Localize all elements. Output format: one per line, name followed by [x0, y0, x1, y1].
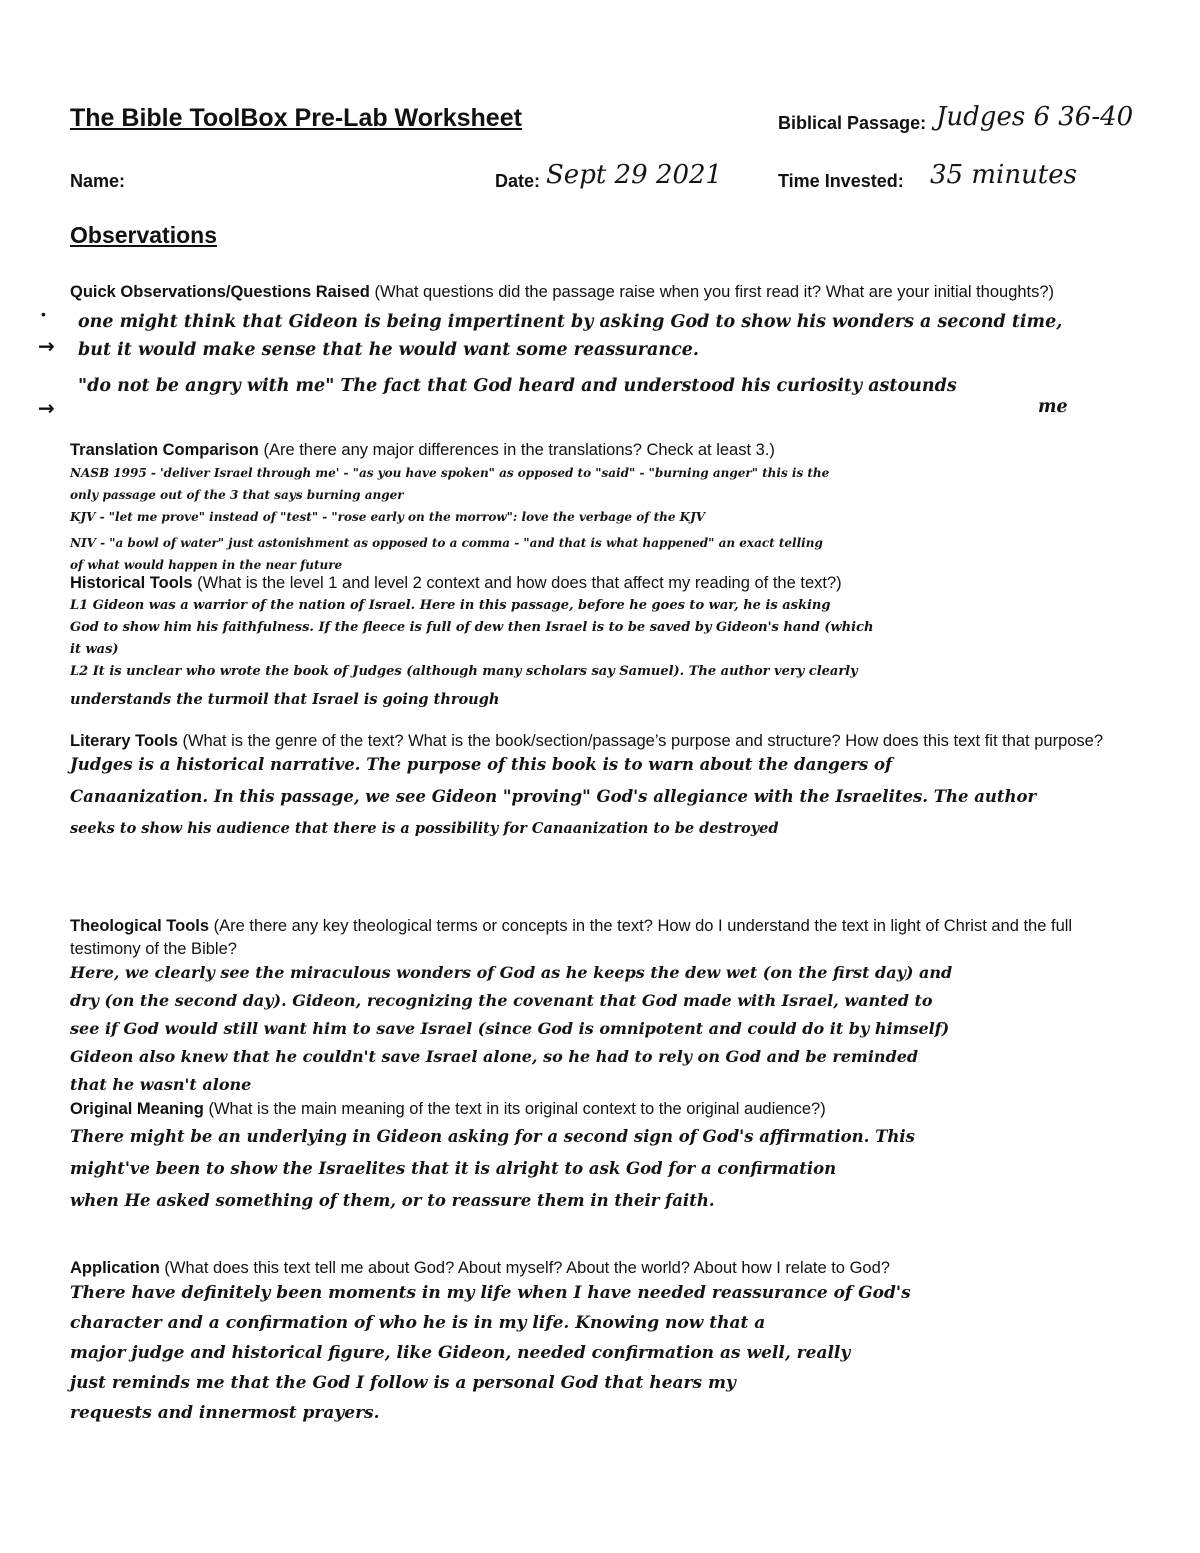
historical-tools-question: (What is the level 1 and level 2 context and how does that affect my reading of the text?)	[192, 574, 842, 592]
quick-observations-answer	[78, 308, 1130, 417]
arrow-icon: →	[38, 334, 55, 358]
answer-line: understands the turmoil that Israel is going through	[70, 691, 500, 708]
answer-line: see if God would still want him to save Israel (since God is omnipotent and could do it by himself)	[70, 1019, 950, 1038]
answer-line: NIV - "a bowl of water" just astonishment as opposed to a comma - "and that is what happened" an exact telling	[70, 536, 823, 550]
answer-line: There have definitely been moments in my life when I have needed reassurance of God's	[70, 1283, 911, 1303]
answer-line: L2 It is unclear who wrote the book of Judges (although many scholars say Samuel). The author very clearly	[70, 664, 858, 679]
answer-line: "do not be angry with me" The fact that God heard and understood his curiosity astounds	[78, 376, 957, 396]
answer-line: character and a confirmation of who he is in my life. Knowing now that a	[70, 1313, 766, 1333]
literary-tools-question: (What is the genre of the text? What is the book/section/passage’s purpose and structure? How does this text fit that purpose?	[177, 732, 1104, 750]
theological-tools-section	[70, 915, 1130, 1099]
theological-tools-label: Theological Tools	[70, 917, 210, 935]
bullet-mark: •	[41, 306, 46, 322]
answer-line: NASB 1995 - 'deliver Israel through me' - "as you have spoken" as opposed to "said" - "burning anger" this is the	[70, 466, 830, 480]
application-section	[70, 1257, 1130, 1428]
theological-tools-answer	[70, 959, 1130, 1099]
translation-comparison-section	[70, 439, 1130, 576]
application-label: Application	[70, 1259, 160, 1277]
literary-tools-label: Literary Tools	[70, 732, 178, 750]
theological-tools-question: (Are there any key theological terms or concepts in the text? How do I understand the text in light of Christ and the full testimony of the Bible?	[70, 917, 1073, 958]
worksheet-title: The Bible ToolBox Pre-Lab Worksheet	[70, 104, 522, 132]
translation-comparison-answer	[70, 462, 1130, 576]
original-meaning-section	[70, 1098, 1130, 1217]
historical-tools-answer	[70, 595, 1130, 711]
time-invested-value: 35 minutes	[930, 160, 1077, 190]
answer-line: Judges is a historical narrative. The purpose of this book is to warn about the dangers of	[70, 755, 893, 774]
historical-tools-label: Historical Tools	[70, 574, 193, 592]
date-label: Date:	[495, 171, 541, 191]
answer-line: me	[1038, 397, 1068, 417]
original-meaning-prompt	[70, 1098, 1130, 1121]
answer-line: of what would happen in the near future	[70, 558, 343, 572]
original-meaning-question: (What is the main meaning of the text in its original context to the original audience?)	[203, 1100, 826, 1118]
quick-observations-prompt	[70, 281, 1130, 304]
answer-line: There might be an underlying in Gideon asking for a second sign of God's affirmation. This	[70, 1127, 915, 1146]
translation-comparison-prompt	[70, 439, 1130, 462]
historical-tools-prompt	[70, 572, 1130, 595]
answer-line: Here, we clearly see the miraculous wonders of God as he keeps the dew wet (on the first day) and	[70, 963, 953, 982]
translation-comparison-label: Translation Comparison	[70, 441, 259, 459]
quick-observations-label: Quick Observations/Questions Raised	[70, 283, 370, 301]
passage-value: Judges 6 36-40	[936, 102, 1134, 132]
date-value: Sept 29 2021	[546, 160, 723, 190]
translation-comparison-question: (Are there any major differences in the translations? Check at least 3.)	[258, 441, 775, 459]
answer-line: that he wasn't alone	[70, 1075, 252, 1094]
answer-line: major judge and historical figure, like Gideon, needed confirmation as well, really	[70, 1343, 851, 1363]
answer-line: L1 Gideon was a warrior of the nation of Israel. Here in this passage, before he goes to war, he is asking	[70, 598, 831, 613]
application-question: (What does this text tell me about God? About myself? About the world? About how I relate to God?	[159, 1259, 890, 1277]
application-prompt	[70, 1257, 1130, 1280]
answer-line: dry (on the second day). Gideon, recognizing the covenant that God made with Israel, wanted to	[70, 991, 933, 1010]
answer-line: God to show him his faithfulness. If the fleece is full of dew then Israel is to be saved by Gideon's hand (which	[70, 620, 874, 635]
original-meaning-answer	[70, 1121, 1130, 1217]
answer-line: it was)	[70, 642, 119, 657]
observations-heading: Observations	[70, 222, 217, 248]
answer-line: just reminds me that the God I follow is a personal God that hears my	[70, 1373, 736, 1393]
time-invested-label: Time Invested:	[778, 171, 904, 191]
historical-tools-section	[70, 572, 1130, 711]
answer-line: KJV - "let me prove" instead of "test" - "rose early on the morrow": love the verbage of the KJV	[70, 510, 706, 524]
quick-observations-section	[70, 281, 1130, 417]
answer-line: Canaanization. In this passage, we see Gideon "proving" God's allegiance with the Israelites. The author	[70, 787, 1037, 806]
literary-tools-answer	[70, 749, 1130, 845]
passage-label: Biblical Passage:	[778, 113, 927, 133]
theological-tools-prompt	[70, 915, 1130, 961]
answer-line: when He asked something of them, or to reassure them in their faith.	[70, 1191, 715, 1210]
answer-line: requests and innermost prayers.	[70, 1403, 380, 1423]
answer-line: but it would make sense that he would want some reassurance.	[78, 340, 699, 360]
literary-tools-section	[70, 730, 1130, 845]
answer-line: only passage out of the 3 that says burning anger	[70, 488, 404, 502]
arrow-icon: →	[38, 396, 55, 420]
answer-line: seeks to show his audience that there is a possibility for Canaanization to be destroyed	[70, 820, 779, 837]
name-label: Name:	[70, 171, 126, 191]
answer-line: might've been to show the Israelites that it is alright to ask God for a confirmation	[70, 1159, 837, 1178]
answer-line: Gideon also knew that he couldn't save Israel alone, so he had to rely on God and be reminded	[70, 1047, 919, 1066]
answer-line: one might think that Gideon is being impertinent by asking God to show his wonders a second time,	[78, 312, 1063, 332]
quick-observations-question: (What questions did the passage raise when you first read it? What are your initial thoughts?)	[369, 283, 1055, 301]
original-meaning-label: Original Meaning	[70, 1100, 204, 1118]
application-answer	[70, 1278, 1130, 1428]
